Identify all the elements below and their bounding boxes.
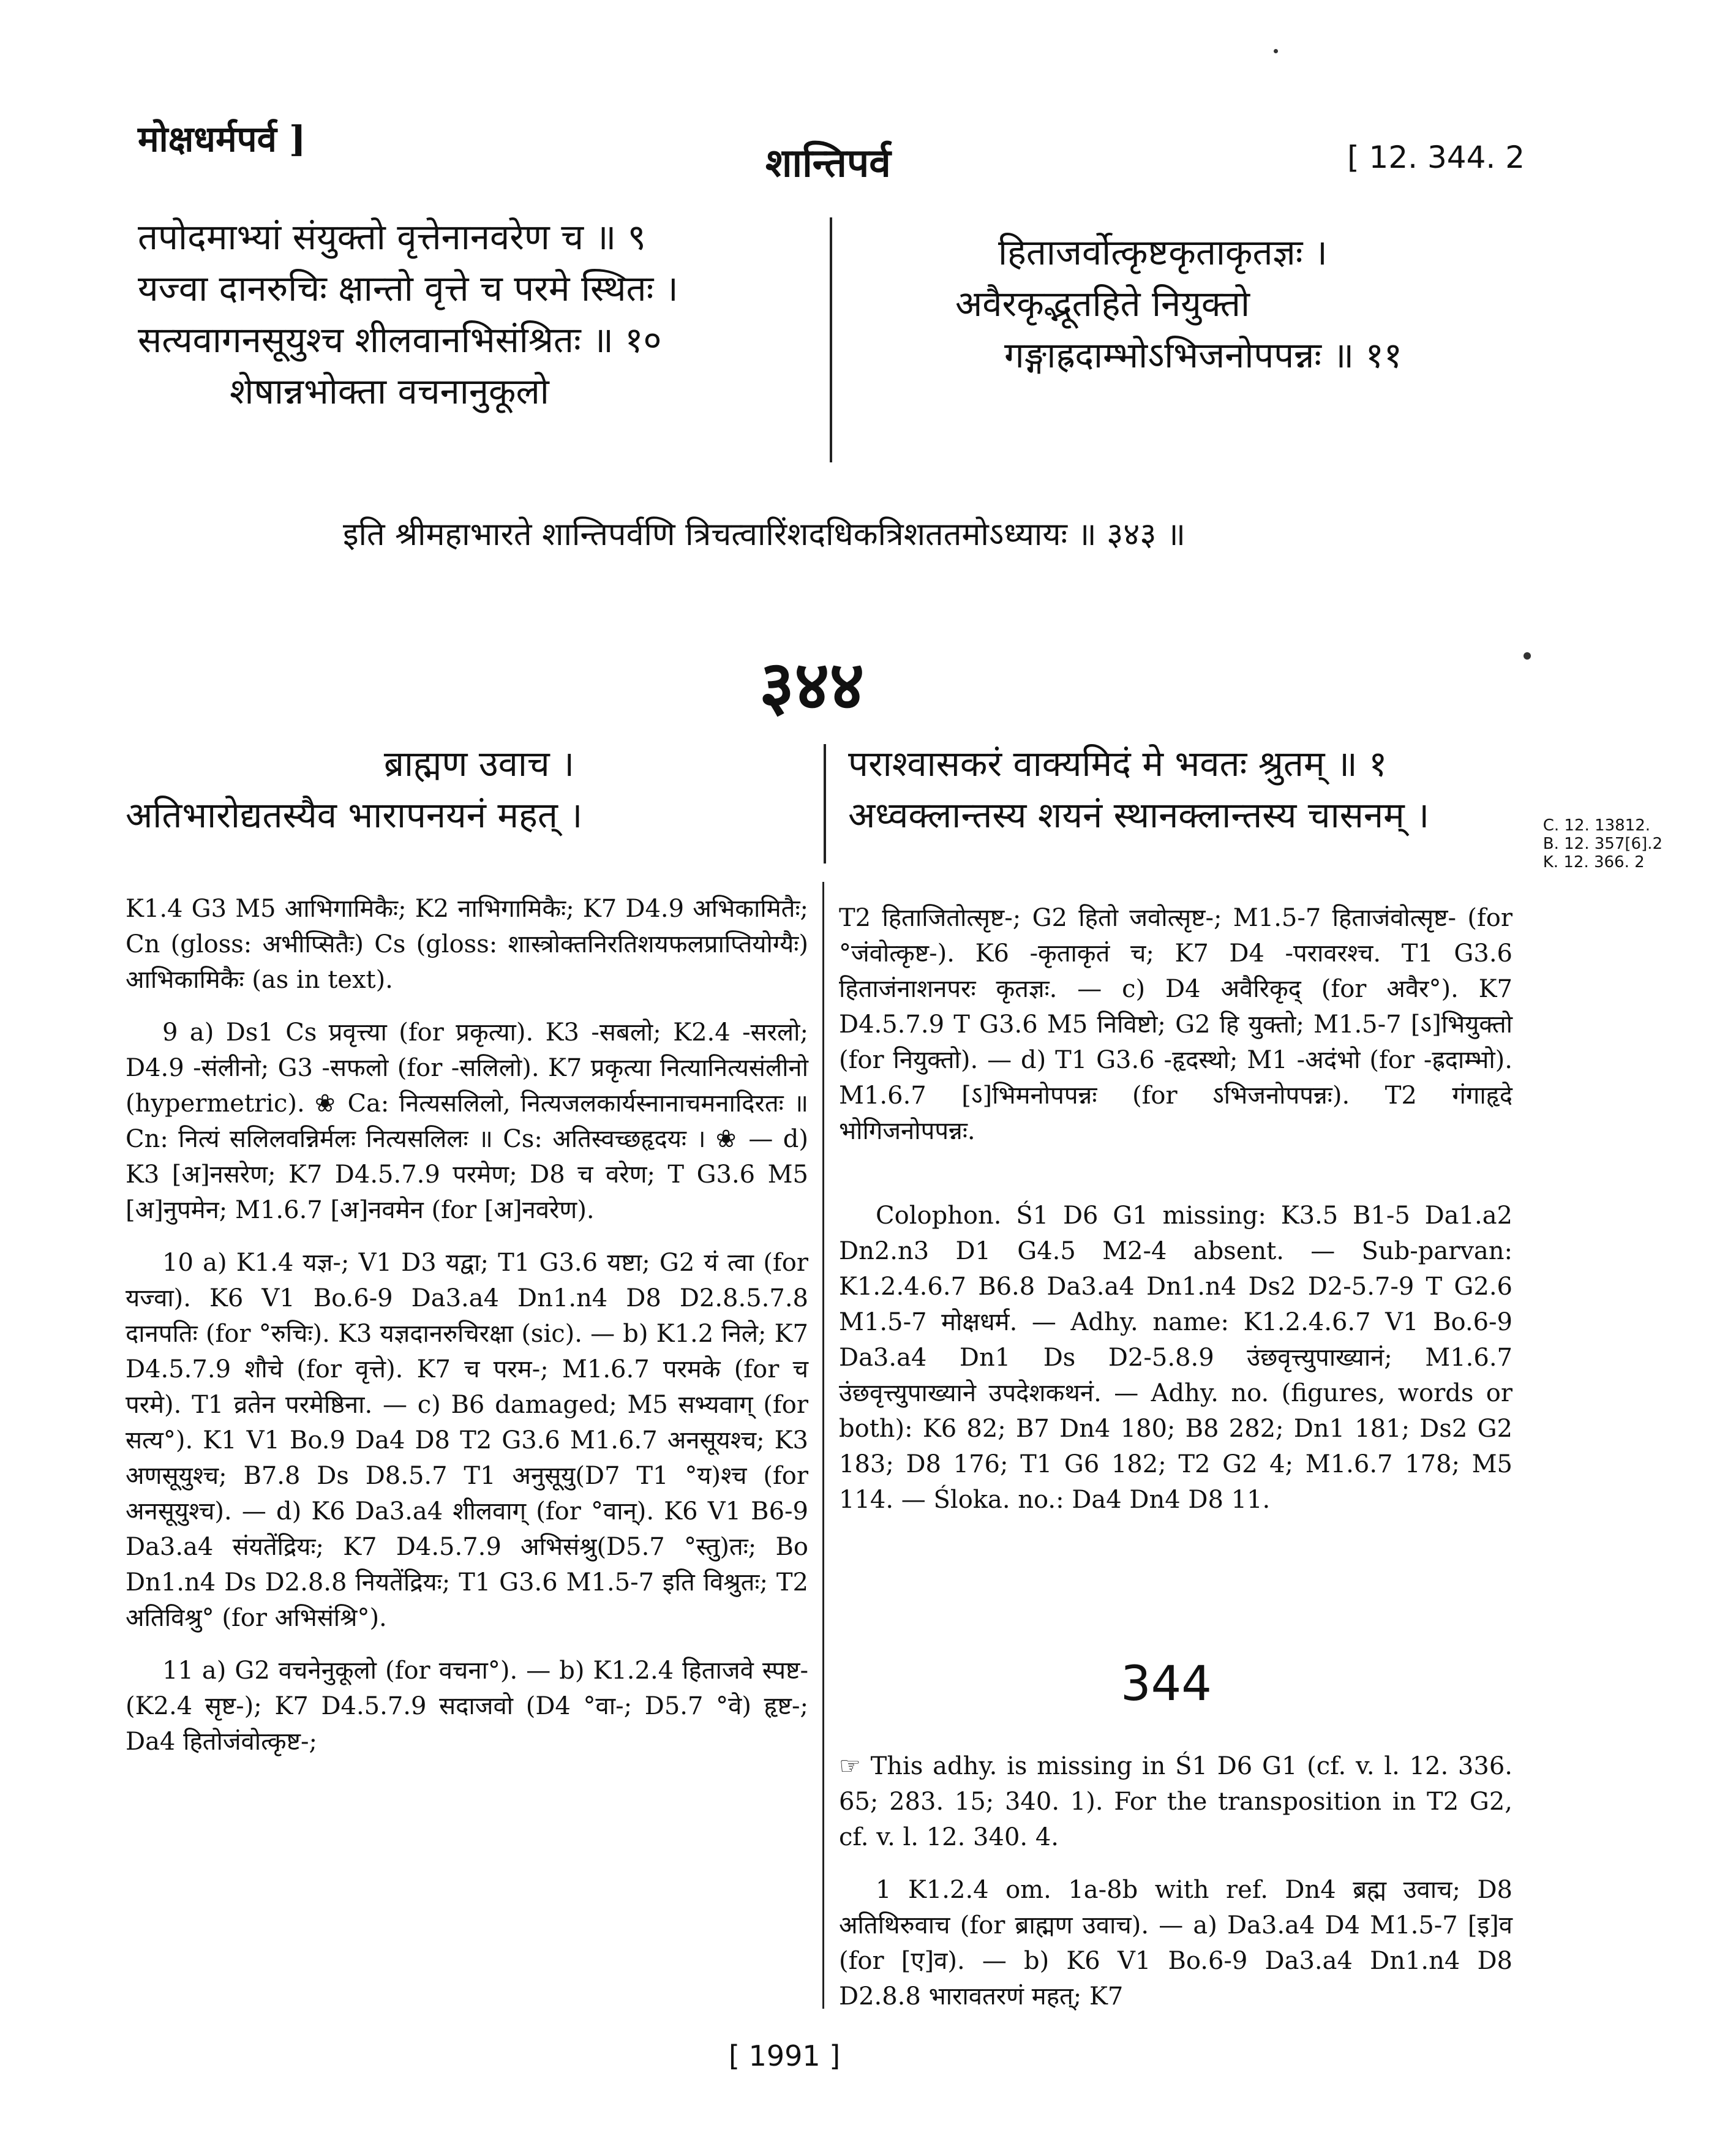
apparatus-note: K1.4 G3 M5 आभिगामिकैः; K2 नाभिगामिकैः; K7 D4.9 अभिकामितैः; Cn (gloss: अभीप्सितैः) Cs (gloss: शास्त्रोक्तनिरतिशयफलप्राप्तियोग्यैः) आभिकामिकैः (as in text). [126, 895, 808, 994]
verse-line: सत्यवागनसूयुश्च शीलवानभिसंश्रितः ॥ १० [138, 319, 662, 361]
column-divider [830, 217, 832, 462]
apparatus-note: ☞ This adhy. is missing in Ś1 D6 G1 (cf. v. l. 12. 336. 65; 283. 15; 340. 1). For the transposition in T2 G2, cf. v. l. 12. 340. 4. [839, 1752, 1512, 1851]
concordance-ref: C. 12. 13812. [1542, 816, 1651, 835]
page-number: [ 1991 ] [729, 2039, 841, 2072]
concordance-ref: B. 12. 357[6].2 [1542, 835, 1663, 853]
verse-line: पराश्वासकरं वाक्यमिदं मे भवतः श्रुतम् ॥ १ [848, 743, 1388, 785]
verse-line: गङ्गाह्रदाम्भोऽभिजनोपपन्नः ॥ ११ [1004, 334, 1402, 376]
verse-line: शेषान्नभोक्ता वचनानुकूलो [230, 371, 549, 412]
verse-line: अतिभारोद्यतस्यैव भारापनयनं महत् । [126, 794, 583, 836]
running-header-title: शान्तिपर्व [765, 140, 891, 186]
verse-line: ब्राह्मण उवाच । [383, 743, 575, 785]
apparatus-note: Colophon. Ś1 D6 G1 missing: K3.5 B1-5 Da1.a2 Dn2.n3 D1 G4.5 M2-4 absent. — Sub-parvan: K1.2.4.6.7 B6.8 Da3.a4 Dn1.n4 Ds2 D2-5.7-9 T G2.6 M1.5-7 मोक्षधर्म. — Adhy. name: K1.2.4.6.7 V1 Bo.6-9 Da3.a4 Dn1 Ds D2-5.8.9 उंछवृत्त्युपाख्यानं; M1.6.7 उंछवृत्त्युपाख्याने उपदेशकथनं. — Adhy. no. (figures, words or both): K6 82; B7 Dn4 180; B8 282; Dn1 181; Ds2 G2 183; D8 176; T1 G6 182; T2 G2 4; M1.6.7 178; M5 114. — Śloka. no.: Da4 Dn4 D8 11. [839, 1202, 1512, 1514]
verse-line: अवैरकृद्भूतहिते नियुक्तो [955, 283, 1250, 325]
section-number: 344 [1121, 1657, 1212, 1712]
concordance-ref: K. 12. 366. 2 [1542, 853, 1645, 871]
print-speck [1524, 652, 1531, 660]
apparatus-note: 10 a) K1.4 यज्ञ-; V1 D3 यद्वा; T1 G3.6 यष्टा; G2 यं त्वा (for यज्वा). K6 V1 Bo.6-9 Da3.a4 Dn1.n4 D8 D2.8.5.7.8 दानपतिः (for °रुचिः). K3 यज्ञदानरुचिरक्षा (sic). — b) K1.2 निले; K7 D4.5.7.9 शौचे (for वृत्ते). K7 च परम-; M1.6.7 परमके (for च परमे). T1 व्रतेन परमेष्ठिना. — c) B6 damaged; M5 सभ्यवाग् (for सत्य°). K1 V1 Bo.9 Da4 D8 T2 G3.6 M1.6.7 अनसूयश्च; K3 अणसूयुश्च; B7.8 Ds D8.5.7 T1 अनुसूयु(D7 T1 °य)श्च (for अनसूयुश्च). — d) K6 Da3.a4 शीलवाग् (for °वान्). K6 V1 B6-9 Da3.a4 संयतेंद्रियः; K7 D4.5.7.9 अभिसंश्रु(D5.7 °स्तु)तः; Bo Dn1.n4 Ds D2.8.8 नियतेंद्रियः; T1 G3.6 M1.5-7 इति विश्रुतः; T2 अतिविश्रु° (for अभिसंश्रि°). [126, 1249, 808, 1632]
apparatus-left-column [126, 891, 808, 1777]
running-header-reference: [ 12. 344. 2 [1347, 140, 1525, 175]
print-speck [1274, 49, 1278, 53]
chapter-number: ३४४ [759, 645, 865, 724]
apparatus-note: 9 a) Ds1 Cs प्रवृत्त्या (for प्रकृत्या). K3 -सबलो; K2.4 -सरलो; D4.9 -संलीनो; G3 -सफलो (for -सलिलो). K7 प्रकृत्या नित्यानित्यसंलीनो (hypermetric). ❀ Ca: नित्यसलिलो, नित्यजलकार्यस्नानाचमनादिरतः ॥ Cn: नित्यं सलिलवन्निर्मलः नित्यसलिलः ॥ Cs: अतिस्वच्छहृदयः । ❀ — d) K3 [अ]नसरेण; K7 D4.5.7.9 परमेण; D8 च वरेण; T G3.6 M5 [अ]नुपमेन; M1.6.7 [अ]नवमेन (for [अ]नवरेण). [126, 1018, 808, 1224]
verse-block-344-right [848, 738, 1429, 841]
apparatus-note: 1 K1.2.4 om. 1a-8b with ref. Dn4 ब्रह्म उवाच; D8 अतिथिरुवाच (for ब्राह्मण उवाच). — a) Da3.a4 D4 M1.5-7 [इ]व (for [ए]व). — b) K6 V1 Bo.6-9 Da3.a4 Dn1.n4 D8 D2.8.8 भारावतरणं महत्; K7 [839, 1876, 1512, 2011]
verse-block-343-left [138, 211, 678, 417]
apparatus-note: 11 a) G2 वचनेनुकूलो (for वचना°). — b) K1.2.4 हिताजवे स्पष्ट- (K2.4 सृष्ट-); K7 D4.5.7.9 सदाजवो (D4 °वा-; D5.7 °वे) हृष्ट-; Da4 हितोजंवोत्कृष्ट-; [126, 1657, 808, 1756]
apparatus-column-divider [822, 882, 824, 2009]
verse-line: हिताजर्वोत्कृष्टकृताकृतज्ञः । [998, 231, 1328, 273]
verse-block-343-right [955, 227, 1402, 381]
column-divider [824, 744, 826, 864]
verse-line: अध्वक्लान्तस्य शयनं स्थानक्लान्तस्य चासनम् । [848, 794, 1430, 836]
verse-block-344-left [126, 738, 814, 841]
apparatus-note: T2 हिताजितोत्सृष्ट-; G2 हितो जवोत्सृष्ट-; M1.5-7 हिताजंवोत्सृष्ट- (for °जंवोत्कृष्ट-). K6 -कृताकृतं च; K7 D4 -परावरश्च. T1 G3.6 हिताजंनाशनपरः कृतज्ञः. — c) D4 अवैरिकृद् (for अवैर°). K7 D4.5.7.9 T G3.6 M5 निविष्टो; G2 हि युक्तो; M1.5-7 [ऽ]भियुक्तो (for नियुक्तो). — d) T1 G3.6 -हृदस्थो; M1 -अदंभो (for -ह्रदाम्भो). M1.6.7 [ऽ]भिमनोपपन्नः (for ऽभिजनोपपन्नः). T2 गंगाहृदे भोगिजनोपपन्नः. [839, 904, 1512, 1145]
chapter-colophon: इति श्रीमहाभारते शान्तिपर्वणि त्रिचत्वारिंशदधिकत्रिशततमोऽध्यायः ॥ ३४३ ॥ [343, 516, 1186, 553]
apparatus-right-column-lower [839, 1748, 1512, 2031]
verse-line: तपोदमाभ्यां संयुक्तो वृत्तेनानवरेण च ॥ ९ [138, 216, 646, 258]
verse-line: यज्वा दानरुचिः क्षान्तो वृत्ते च परमे स्थितः । [138, 268, 678, 309]
running-header-left: मोक्षधर्मपर्व ] [138, 118, 306, 160]
apparatus-right-column [839, 900, 1512, 1535]
concordance-refs [1543, 816, 1663, 871]
